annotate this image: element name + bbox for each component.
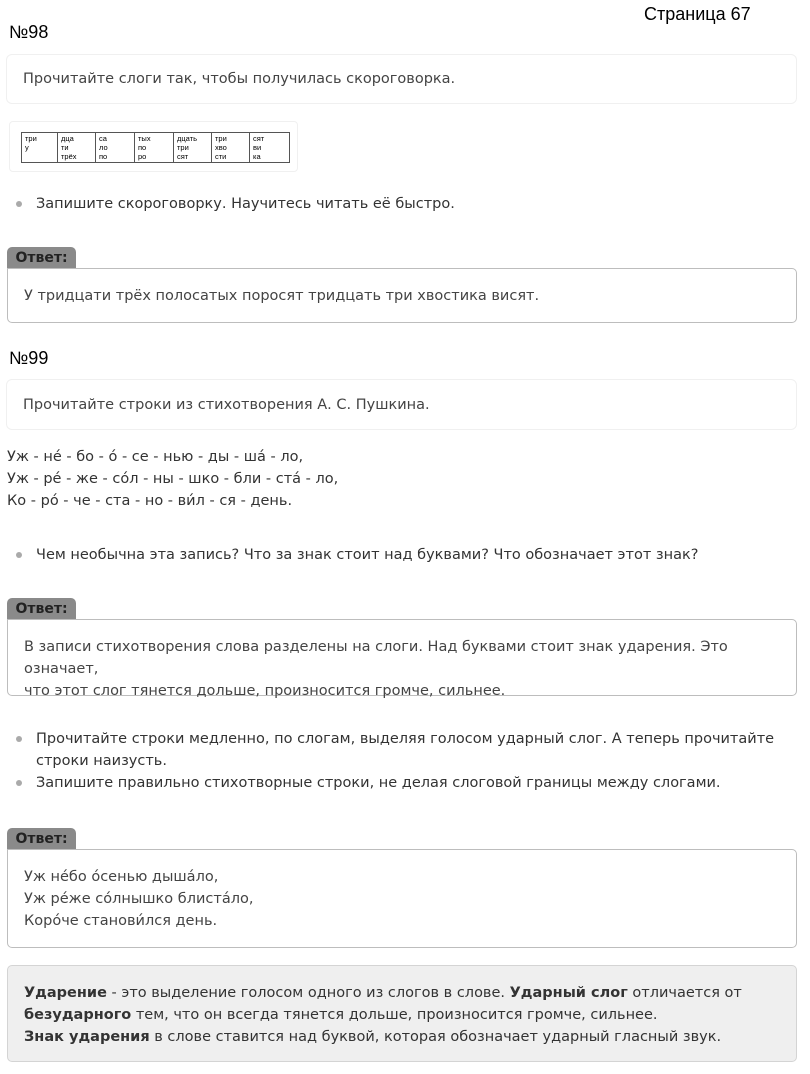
task-98-number: №98 (9, 22, 49, 42)
bullet-text: Запишите скороговорку. Научитесь читать её быстро. (36, 196, 455, 212)
answer-line: Уж ре́же со́лнышко блиста́ло, (24, 891, 254, 907)
bullet-dot-icon (16, 736, 22, 742)
task-99-prompt: Прочитайте строки из стихотворения А. С. Пушкина. (23, 396, 430, 413)
note-line-1 (24, 982, 780, 1004)
note-term: Ударение (24, 985, 107, 1001)
answer-label: Ответ: (7, 828, 76, 849)
note-line-2 (24, 1004, 780, 1026)
rule-note (7, 965, 797, 1062)
syllable-col-6: три хво сти (212, 133, 250, 163)
poem-line: Уж - ре́ - же - со́л - ны - шко - бли - ста́ - ло, (7, 471, 339, 487)
syllable-table-card (9, 121, 298, 172)
syllable-col-7: сят ви ка (250, 133, 290, 163)
answer-box (7, 849, 797, 948)
answer-box (7, 268, 797, 323)
bullet-text: Прочитайте строки медленно, по слогам, выделяя голосом ударный слог. А теперь прочитайте строки наизусть. (36, 731, 775, 769)
answer-line: В записи стихотворения слова разделены на слоги. Над буквами стоит знак ударения. Это означает, (24, 639, 728, 677)
note-term: безударного (24, 1007, 132, 1023)
poem-line: Уж - не́ - бо - о́ - се - нью - ды - ша́ - ло, (7, 449, 304, 465)
list-item (16, 772, 776, 794)
bullet-dot-icon (16, 201, 22, 207)
note-text: отличается от (627, 985, 742, 1001)
answer-box (7, 619, 797, 699)
note-text: в слове ставится над буквой, которая обозначает ударный гласный звук. (149, 1029, 722, 1045)
syllable-col-5: дцать три сят (174, 133, 212, 163)
list-item (16, 544, 698, 566)
syllable-col-3: са ло по (96, 133, 135, 163)
answer-label: Ответ: (7, 598, 76, 619)
answer-line: Коро́че станови́лся день. (24, 913, 218, 929)
bullet-text: Чем необычна эта запись? Что за знак стоит над буквами? Что обозначает этот знак? (36, 547, 699, 563)
syllable-col-4: тых по ро (135, 133, 174, 163)
syllable-table (21, 132, 290, 163)
bullet-text: Запишите правильно стихотворные строки, не делая слоговой границы между слогами. (36, 775, 721, 791)
list-item (16, 728, 776, 772)
answer-label: Ответ: (7, 247, 76, 268)
task-98-prompt: Прочитайте слоги так, чтобы получилась скороговорка. (23, 71, 456, 87)
syllable-col-1: три у (22, 133, 58, 163)
page-number: Страница 67 (644, 4, 751, 24)
note-text: тем, что он всегда тянется дольше, произносится громче, сильнее. (131, 1007, 658, 1023)
note-text: - это выделение голосом одного из слогов в слове. (106, 985, 510, 1001)
answer-line: Уж не́бо о́сенью дыша́ло, (24, 869, 219, 885)
task-98-prompt-box (6, 54, 797, 104)
bullet-dot-icon (16, 552, 22, 558)
task-99-prompt-box (6, 379, 797, 430)
bullet-dot-icon (16, 780, 22, 786)
task-99-bullets-2 (16, 728, 776, 794)
answer-line: что этот слог тянется дольше, произносится громче, сильнее. (24, 683, 506, 699)
list-item (16, 193, 455, 215)
note-term: Ударный слог (509, 985, 628, 1001)
task-98-bullets (16, 193, 455, 215)
syllable-col-2: дца ти трёх (58, 133, 96, 163)
poem-syllables (7, 446, 338, 512)
note-line-3 (24, 1026, 780, 1048)
poem-line: Ко - ро́ - че - ста - но - ви́л - ся - день. (7, 493, 293, 509)
note-term: Знак ударения (24, 1029, 150, 1045)
answer-text: У тридцати трёх полосатых поросят тридцать три хвостика висят. (24, 288, 540, 304)
task-99-bullets-1 (16, 544, 698, 566)
task-99-number: №99 (9, 348, 49, 368)
